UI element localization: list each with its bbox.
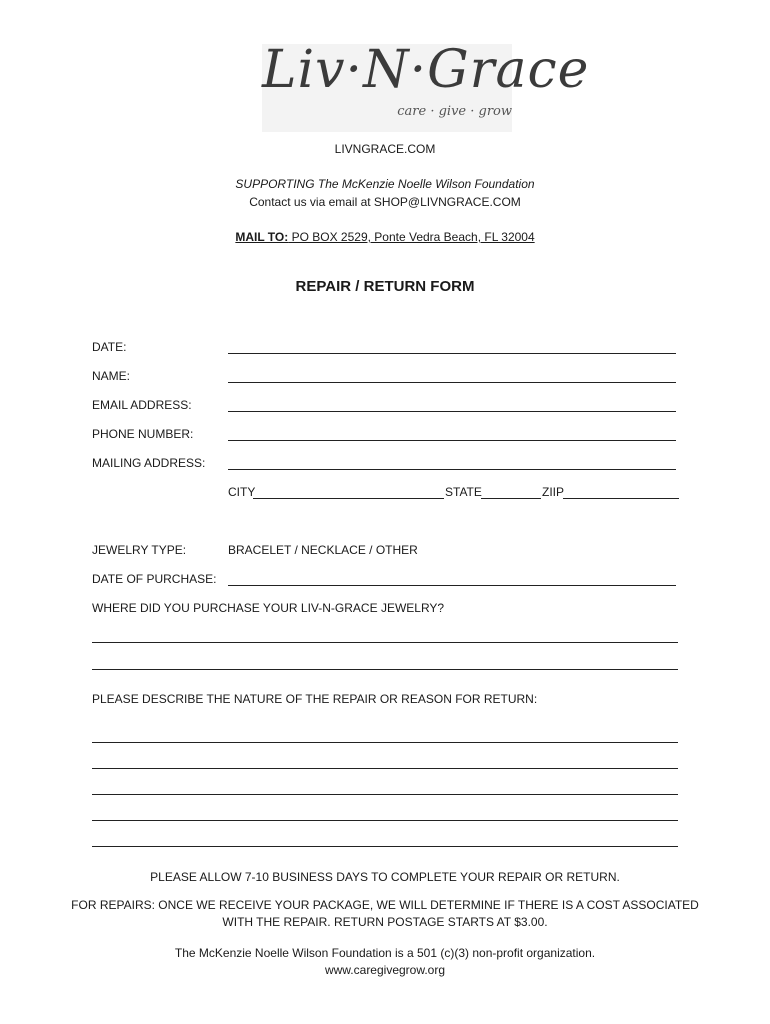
repairs-notice-line-1: FOR REPAIRS: ONCE WE RECEIVE YOUR PACKAGE, WE WILL DETERMINE IF THERE IS A COST ASSOCIATED — [71, 898, 699, 912]
email-field[interactable] — [228, 411, 676, 412]
mailing-address-field[interactable] — [228, 469, 676, 470]
jewelry-type-label: JEWELRY TYPE: — [92, 543, 187, 557]
where-purchased-line-1[interactable] — [92, 642, 678, 643]
describe-line-4[interactable] — [92, 820, 678, 821]
where-purchased-label: WHERE DID YOU PURCHASE YOUR LIV-N-GRACE JEWELRY? — [92, 601, 445, 615]
allow-notice: PLEASE ALLOW 7-10 BUSINESS DAYS TO COMPLETE YOUR REPAIR OR RETURN. — [150, 870, 620, 884]
nonprofit-text: The McKenzie Noelle Wilson Foundation is a 501 (c)(3) non-profit organization. — [174, 946, 596, 960]
describe-label: PLEASE DESCRIBE THE NATURE OF THE REPAIR OR REASON FOR RETURN: — [92, 692, 538, 706]
brand-tagline: care · give · grow — [397, 104, 512, 119]
mail-to-line — [0, 230, 770, 244]
supporting-text: SUPPORTING The McKenzie Noelle Wilson Foundation — [235, 177, 535, 191]
city-label: CITY — [228, 485, 256, 499]
foundation-website[interactable]: www.caregivegrow.org — [324, 963, 446, 977]
phone-field[interactable] — [228, 440, 676, 441]
website-text: LIVNGRACE.COM — [334, 142, 436, 156]
describe-line-3[interactable] — [92, 794, 678, 795]
phone-label: PHONE NUMBER: — [92, 427, 194, 441]
jewelry-type-options[interactable]: BRACELET / NECKLACE / OTHER — [228, 543, 418, 557]
mailing-address-label: MAILING ADDRESS: — [92, 456, 206, 470]
name-label: NAME: — [92, 369, 131, 383]
state-field[interactable] — [481, 498, 541, 499]
describe-line-2[interactable] — [92, 768, 678, 769]
date-field[interactable] — [228, 353, 676, 354]
mail-to-address: PO BOX 2529, Ponte Vedra Beach, FL 32004 — [288, 230, 535, 244]
date-of-purchase-field[interactable] — [228, 585, 676, 586]
name-field[interactable] — [228, 382, 676, 383]
describe-line-5[interactable] — [92, 846, 678, 847]
date-label: DATE: — [92, 340, 127, 354]
email-label: EMAIL ADDRESS: — [92, 398, 192, 412]
zip-field[interactable] — [563, 498, 679, 499]
zip-label: ZIIP — [542, 485, 565, 499]
describe-line-1[interactable] — [92, 742, 678, 743]
city-field[interactable] — [253, 498, 444, 499]
contact-text: Contact us via email at SHOP@LIVNGRACE.COM — [249, 195, 521, 209]
brand-logo: Liv·N·Grace — [262, 40, 590, 100]
mail-to-label: MAIL TO: — [235, 230, 289, 244]
date-of-purchase-label: DATE OF PURCHASE: — [92, 572, 217, 586]
where-purchased-line-2[interactable] — [92, 669, 678, 670]
state-label: STATE — [445, 485, 482, 499]
form-title: REPAIR / RETURN FORM — [295, 278, 475, 295]
repairs-notice-line-2: WITH THE REPAIR. RETURN POSTAGE STARTS AT $3.00. — [222, 915, 548, 929]
